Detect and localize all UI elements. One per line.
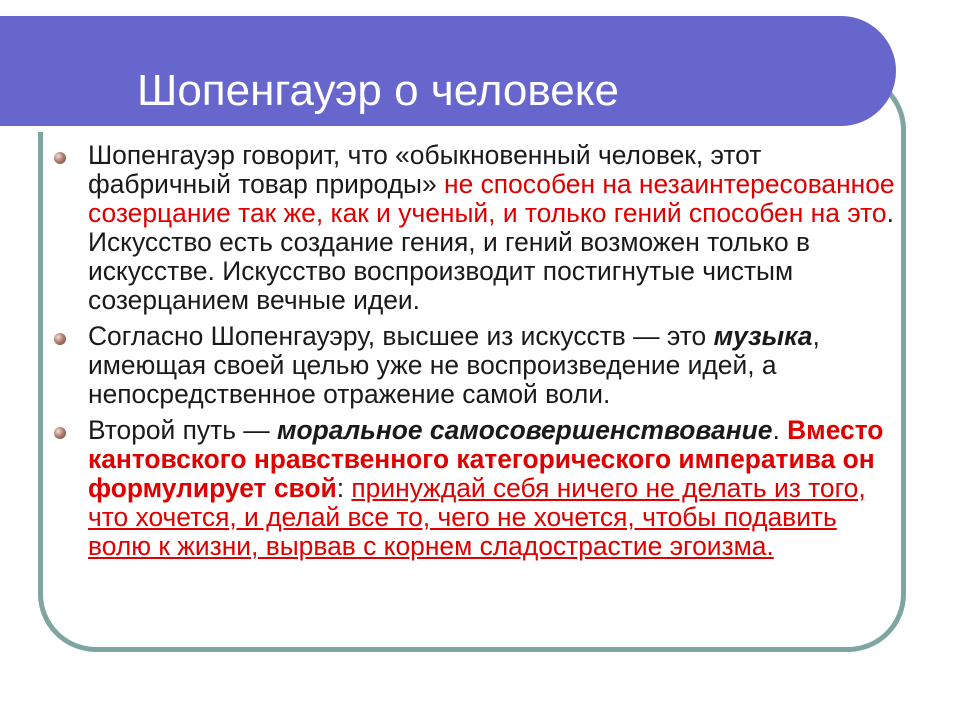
bullet-3-period: . <box>772 415 788 445</box>
bullet-dot-icon <box>54 427 66 439</box>
bullet-1-text-end: . Искусство есть создание гения, и гений возможен только в искусстве. Искусство воспроизводит постигнутые чистым созерцанием вечные идеи. <box>88 198 894 315</box>
bullet-3-colon: : <box>336 473 352 503</box>
bullet-2-text-end: , имеющая своей целью уже не воспроизведение идей, а непосредственное отражение самой воли. <box>88 321 820 409</box>
bullet-dot-icon <box>54 152 66 164</box>
bullet-item-2 <box>52 322 902 409</box>
bullet-1-text: Шопенгауэр говорит, что «обыкновенный человек, этот фабричный товар природы» <box>88 140 762 199</box>
bullet-dot-icon <box>54 333 66 345</box>
bullet-2-text: Согласно Шопенгауэру, высшее из искусств — это <box>88 321 714 351</box>
bullet-3-emphasis: моральное самосовершенствование <box>277 415 773 445</box>
slide-body <box>52 141 902 568</box>
bullet-3-maxim: принуждай себя ничего не делать из того, что хочется, и делай все то, чего не хочется, чтобы подавить волю к жизни, вырвав с корнем сладострастие эгоизма. <box>88 473 866 561</box>
bullet-3-bold-highlight: Вместо кантовского нравственного категорического императива он формулирует свой <box>88 415 884 503</box>
bullet-1-highlight: не способен на незаинтересованное созерцание так же, как и ученый, и только гений способен на это <box>88 169 895 228</box>
bullet-item-3 <box>52 416 902 561</box>
title-bar <box>0 16 896 126</box>
bullet-item-1 <box>52 141 902 315</box>
slide-title: Шопенгауэр о человеке <box>137 66 619 115</box>
bullet-2-emphasis: музыка <box>713 321 813 351</box>
bullet-3-text: Второй путь — <box>88 415 277 445</box>
